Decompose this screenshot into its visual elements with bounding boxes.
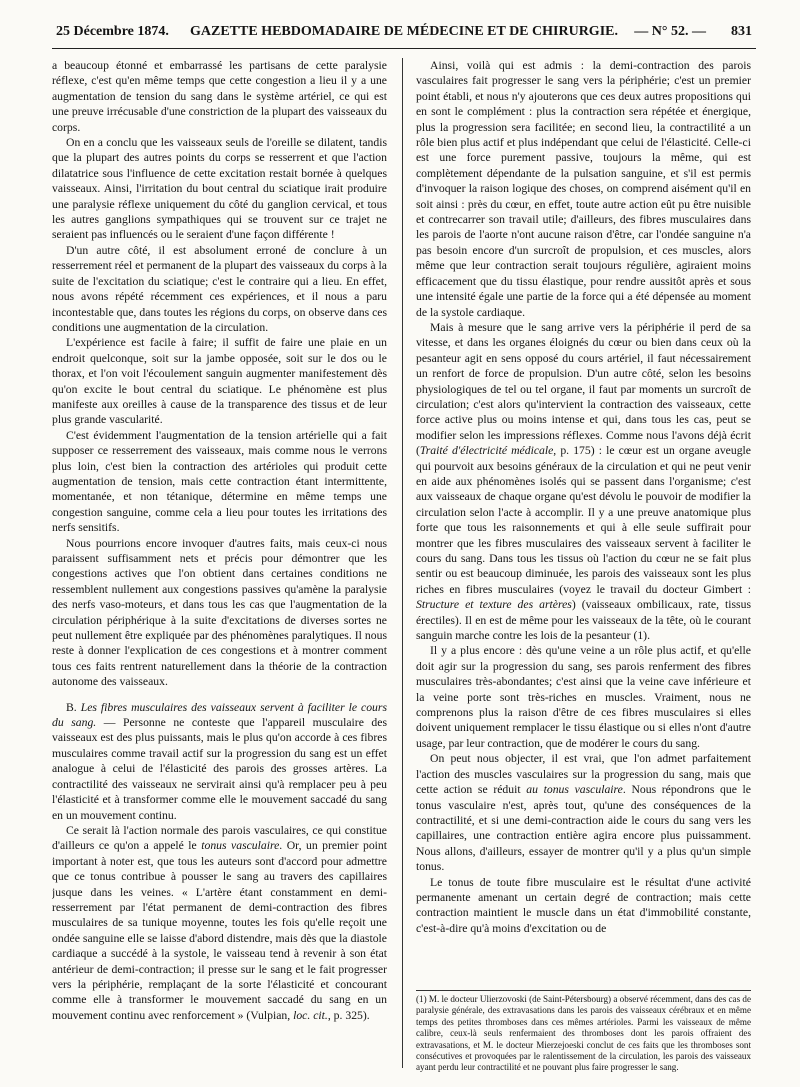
italic-citation: Traité d'électricité médicale (419, 444, 554, 458)
page-number: 831 (731, 24, 752, 39)
text-run: . Or, un premier point important à noter est, que tous les auteurs sont d'accord pour admettre que ce tonus contribue à pousser le sang au travers des capillaires jusque dans les veines. « L'artère étant constamment en demi-resserrement par l'état permanent de demi-contraction des fibres musculaires de sa tunique moyenne, toutes les fois qu'elle reçoit une ondée sanguine elle se laisse d'abord distendre, mais dès que la diastole cardiaque a succédé à la systole, le vaisseau tend à revenir à son état antérieur de demi-contraction; il presse sur le sang et le fait progresser vers la périphérie, remplaçant de la sorte l'élasticité et concourant comme elle à transformer le mouvement saccadé du sang en un mouvement continu avec renforcement » (Vulpian, (52, 839, 387, 1022)
text-run: , p. 325). (327, 1008, 370, 1022)
journal-title: GAZETTE HEBDOMADAIRE DE MÉDECINE ET DE CHIRURGIE. (190, 24, 618, 39)
right-column-body (416, 58, 751, 988)
paragraph: On en a conclu que les vaisseaux seuls de l'oreille se dilatent, tandis que la plupart des autres points du corps se resserrent et que l'action dilatatrice sous l'influence de cette excitation restait bornée à quelques vaisseaux. Ainsi, l'irritation du bout central du sciatique irait produire une paralysie réflexe uniquement du côté du ganglion cervical, et tous les autres ganglions sympathiques qui se trouvent sur ce trajet ne seraient pas influencés ou le seraient d'une façon différente ! (52, 136, 387, 242)
paragraph (52, 823, 387, 1023)
text-run: . Nous répondrons que le tonus vasculaire n'est, après tout, qu'une des conséquences de la contractilité, et si une demi-contraction aide le cours du sang vers les capillaires, une contraction entière agira encore plus puissamment. Nous allons, d'ailleurs, essayer de montrer qu'il y a plus qu'un simple tonus. (416, 783, 751, 874)
italic-citation: Structure et texture des artères (416, 598, 572, 612)
paragraph: Ainsi, voilà qui est admis : la demi-contraction des parois vasculaires fait progresser le sang vers la périphérie; c'est un premier point établi, et nous n'y ajouterons que ces deux autres propositions qui en sont le complément : plus la contraction sera répétée et énergique, plus la progression sera facilitée; en second lieu, la contractilité a un rôle bien plus actif et plus indépendant que celui de l'élasticité. Celle-ci est une force purement passive, toujours la même, qui est complètement dépendante de la pulsation sanguine, et s'il est permis d'invoquer la raison logique des choses, on comprend aisément qu'il en soit ainsi : près du cœur, en effet, toute autre action eût pu être nuisible et contrecarrer son travail utile; d'ailleurs, des fibres musculaires dans les parois de l'aorte n'ont aucune raison d'être, car l'ondée sanguine n'a pas besoin encore d'un surcroît de propulsion, et ces muscles, alors même que leur contraction serait toujours régulière, agiraient moins efficacement que du tissu élastique, pour rendre aussitôt après et sous une intensité égale une partie de la force qui a été dépensée au moment de la systole cardiaque. (416, 59, 751, 319)
section-label: B. (66, 700, 81, 714)
column-divider (402, 58, 403, 1068)
paragraph: a beaucoup étonné et embarrassé les partisans de cette paralysie réflexe, c'est qu'en même temps que cette congestion a lieu il y a une augmentation de tension du sang dans le système artériel, ce qui est une preuve irrécusable d'une constriction de la plupart des vaisseaux du corps. (52, 59, 387, 134)
text-run: On peut nous objecter, il est vrai, que l'on admet parfaitement l'action des muscles vasculaires sur la progression du sang, mais que cette action se réduit (416, 752, 751, 797)
italic-term: au tonus vasculaire (526, 783, 623, 797)
footnote-rule (416, 990, 751, 991)
issue-date: 25 Décembre 1874. (56, 24, 169, 39)
italic-term: tonus vasculaire (201, 839, 280, 853)
right-column (416, 58, 751, 1068)
text-run: ) (vaisseaux ombilicaux, rate, tissus érectiles). Il en est de même pour les vaisseaux de la tête, où le courant sanguin marche contre les lois de la pesanteur (1). (416, 598, 751, 643)
italic-citation: loc. cit. (293, 1008, 328, 1022)
paragraph (416, 751, 751, 874)
section-paragraph (52, 700, 387, 823)
text-run: , p. 175) : le cœur est un organe aveugle qui pourvoit aux besoins généraux de la circulation et qui ne peut venir en aide aux phénomènes isolés qui se passent dans l'organisme; c'est aux vaisseaux de chaque organe qu'est dévolu le pouvoir de modifier la circulation selon l'acte à accomplir. Il y a une preuve anatomique plus forte que tous les raisonnements et qui à elle seule suffirait pour montrer que les fibres musculaires des vaisseaux servent à faciliter le cours du sang. Dans tous les tissus où l'action du cœur ne se fait plus sentir ou est beaucoup diminuée, les parois des vaisseaux sont les plus riches en fibres musculaires (voyez le travail du docteur Gimbert : (416, 444, 751, 596)
page-header (52, 22, 756, 49)
paragraph: C'est évidemment l'augmentation de la tension artérielle qui a fait supposer ce resserrement des vaisseaux, mais comme nous le verrons plus loin, c'est bien la contraction des artérioles qui produit cette augmentation de tension, mais cette contraction étant intermittente, momentanée, et non tétanique, détermine en même temps une congestion sanguine, comme cela a lieu pour toutes les irritations des nerfs sensitifs. (52, 428, 387, 535)
paragraph: Nous pourrions encore invoquer d'autres faits, mais ceux-ci nous paraissent suffisamment nets et précis pour démontrer que les congestions actives que l'on obtient dans certaines conditions ne ressemblent nullement aux congestions passives qu'amène la paralysie des nerfs vaso-moteurs, et dans tous les cas que l'augmentation de la circulation périphérique à la suite d'excitations de diverses sortes ne peut nullement être expliquée par des phénomènes paralytiques. Il nous reste à donner l'explication de ces congestions et à montrer comment tous ces faits rentrent naturellement dans la théorie de la contraction autonome des vaisseaux. (52, 536, 387, 689)
paragraph: Il y a plus encore : dès qu'une veine a un rôle plus actif, et qu'elle doit agir sur la progression du sang, ses parois renferment des fibres musculaires très-abondantes; c'est ainsi que la veine cave inférieure et la veine porte sont très-riches en muscles. Vraiment, nous ne comprenons plus la raison d'être de ces fibres musculaires si elles doivent uniquement remplacer le tissu élastique ou si elles n'ont d'autre usage, par leur contraction, que de modérer le cours du sang. (416, 644, 751, 750)
text-run: Mais à mesure que le sang arrive vers la périphérie il perd de sa vitesse, et dans les organes éloignés du cœur ou bien dans ceux où la pesanteur agit en sens opposé du cours artériel, il faut nécessairement un renfort de force de propulsion. D'un autre côté, selon les besoins physiologiques de tel ou tel organe, il faut par moments un surcroît de circulation; c'est alors qu'intervient la contraction des vaisseaux, cette force active plus ou moins intense et qui, dans tous les cas, peut se modifier selon les impressions réflexes. Comme nous l'avons déjà écrit ( (416, 320, 751, 458)
paragraph (416, 320, 751, 644)
paragraph: Le tonus de toute fibre musculaire est le résultat d'une activité permanente amenant un certain degré de contraction; mais cette contraction maintient le muscle dans un état d'immobilité constante, c'est-à-dire qu'à moins d'excitation ou de (416, 875, 751, 935)
issue-number: — N° 52. — (634, 24, 706, 39)
section-text: — Personne ne conteste que l'appareil musculaire des vaisseaux est des plus puissants, mais le plus qu'on accorde à ces fibres musculaires comme travail actif sur la progression du sang est un effet analogue à celui de l'élasticité des parois des grosses artères. La contractilité des vaisseaux ne servirait ainsi qu'à remplacer peu à peu l'élasticité et à transformer comme elle le mouvement saccadé du sang en un mouvement continu. (52, 716, 387, 822)
text-run: Ce serait là l'action normale des parois vasculaires, ce qui constitue d'ailleurs ce qu'on a appelé le (52, 823, 387, 853)
paragraph: D'un autre côté, il est absolument erroné de conclure à un resserrement réel et permanent de la plupart des vaisseaux du corps à la suite de l'excitation du sciatique; c'est le contraire qui a lieu. En effet, nous avons répété récemment ces expériences, et il nous a paru incontestable que, dans toutes les régions du corps, on observe dans ces conditions une augmentation de la circulation. (52, 243, 387, 334)
left-column (52, 58, 387, 1068)
footnote: (1) M. le docteur Ulierzovoski (de Saint-Pétersbourg) a observé récemment, dans des cas de paralysie générale, des extravasations dans les parois des vaisseaux cérébraux et en même temps des petites thromboses dans ces mêmes artérioles. Parmi les vaisseaux de même calibre, ceux-là seuls renfermaient des thromboses dont les parois offraient des extravasations, et M. le docteur Mierzejoeski conclut de ces faits que les thromboses sont consécutives et provoquées par le ralentissement de la circulation, les parois des vaisseaux ayant perdu leur contractilité et ne pouvant plus faire progresser le sang. (416, 994, 751, 1073)
section-heading: Les fibres musculaires des vaisseaux servent à faciliter le cours du sang. (52, 700, 387, 730)
paragraph: L'expérience est facile à faire; il suffit de faire une plaie en un endroit quelconque, soit sur la jambe opposée, soit sur le dos ou le thorax, et l'on voit l'écoulement sanguin augmenter manifestement dès qu'on excite le bout central du sciatique. Le phénomène est plus manifeste aux oreilles à cause de la transparence des tissus et de leur plus grande vascularité. (52, 336, 387, 427)
